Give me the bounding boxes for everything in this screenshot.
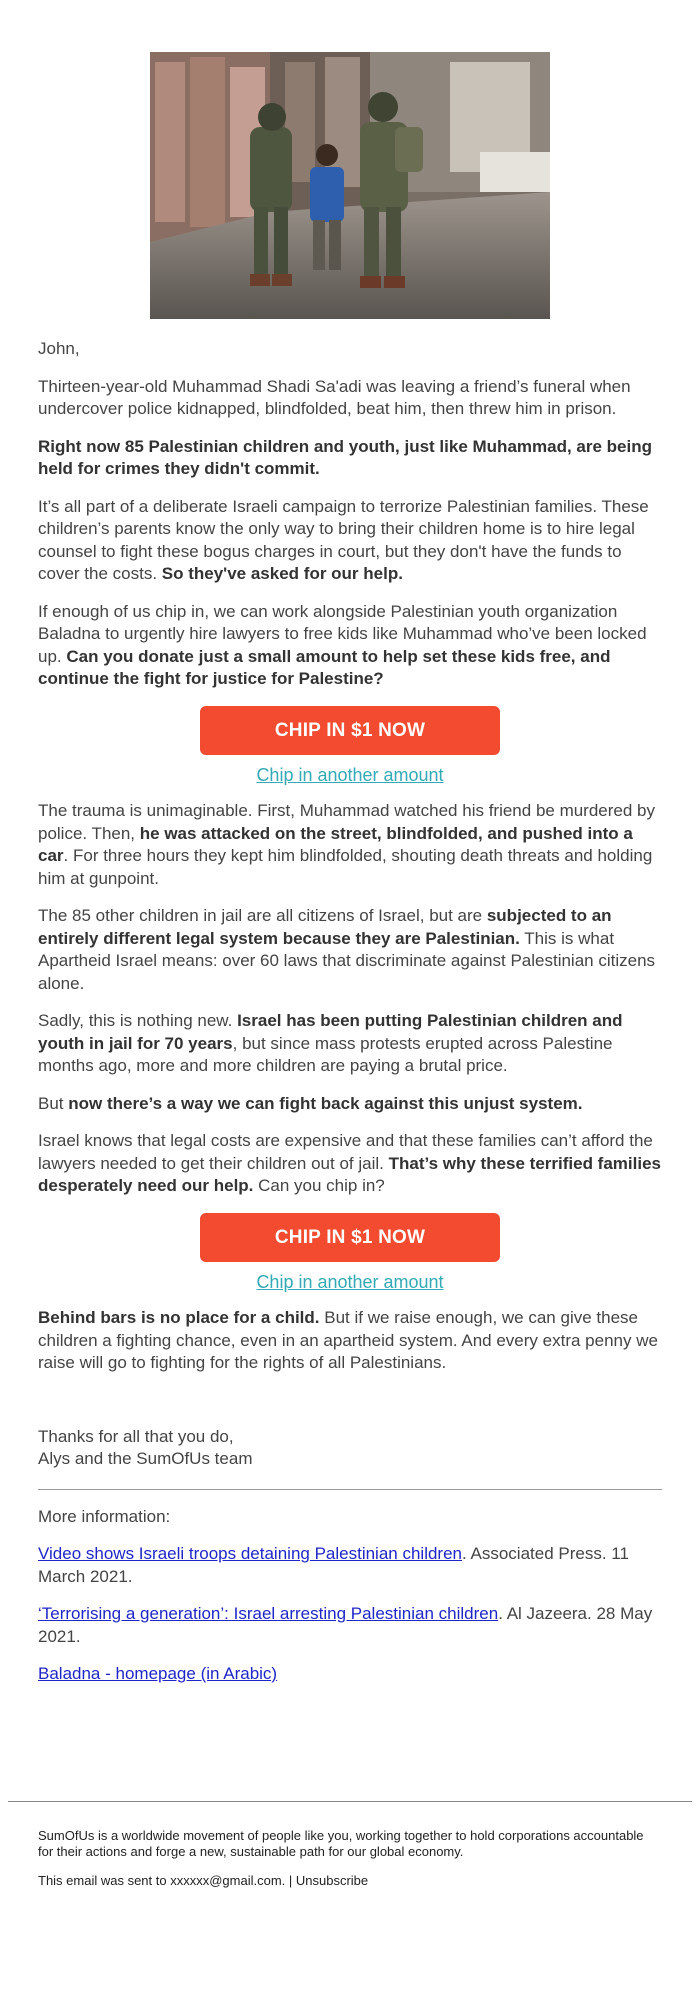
paragraph-fight-back: But now there’s a way we can fight back against this unjust system. — [38, 1093, 583, 1113]
footer-divider — [8, 1801, 692, 1802]
footer-about: SumOfUs is a worldwide movement of people like you, working together to hold corporations accountable for their actions and forge a new, sustainable path for our global economy. — [38, 1828, 644, 1859]
paragraph-campaign: It’s all part of a deliberate Israeli campaign to terrorize Palestinian families. These children’s parents know the only way to bring their children home is to hire legal counsel to fight these bogus charges in court, but they don't have the funds to cover the costs. So they've asked for our help. — [38, 496, 649, 583]
hero-photo-illustration — [150, 52, 550, 319]
paragraph-closing: Behind bars is no place for a child. But if we raise enough, we can give these children a fighting chance, even in an apartheid system. And every extra penny we raise will go to fighting for the rights of all Palestinians. — [38, 1308, 658, 1372]
reference-link[interactable]: Baladna - homepage (in Arabic) — [38, 1664, 278, 1683]
reference-item: Video shows Israeli troops detaining Palestinian children. Associated Press. 11 March 2021. — [38, 1544, 629, 1586]
cta-block-1 — [38, 706, 662, 787]
divider — [38, 1489, 662, 1490]
chip-in-another-amount-link[interactable]: Chip in another amount — [256, 1271, 444, 1292]
paragraph-children-held: Right now 85 Palestinian children and youth, just like Muhammad, are being held for crimes they didn't commit. — [38, 436, 652, 478]
chip-in-button[interactable]: CHIP IN $1 NOW — [200, 706, 500, 755]
signoff: Thanks for all that you do, Alys and the SumOfUs team — [38, 1426, 253, 1468]
reference-item — [38, 1663, 662, 1686]
footer-sent-to: This email was sent to xxxxxx@gmail.com. | Unsubscribe — [38, 1873, 369, 1888]
spacer — [38, 1390, 662, 1426]
reference-link[interactable]: Video shows Israeli troops detaining Palestinian children — [38, 1544, 462, 1563]
paragraph-legal-costs: Israel knows that legal costs are expensive and that these families can’t afford the lawyers needed to get their children out of jail. That’s why these terrified families desperately need our help. Can you chip in? — [38, 1131, 661, 1195]
unsubscribe-link[interactable]: Unsubscribe — [295, 1873, 369, 1888]
chip-in-button[interactable]: CHIP IN $1 NOW — [200, 1213, 500, 1262]
more-info-heading: More information: — [38, 1506, 171, 1526]
reference-item: ‘Terrorising a generation’: Israel arresting Palestinian children. Al Jazeera. 28 May 2021. — [38, 1604, 653, 1646]
hero-photo — [150, 52, 550, 319]
paragraph-ask: If enough of us chip in, we can work alongside Palestinian youth organization Baladna to urgently hire lawyers to free kids like Muhammad who’ve been locked up. Can you donate just a small amount to help set these kids free, and continue the fight for justice for Palestine? — [38, 601, 647, 688]
email-body — [38, 338, 662, 1701]
paragraph-trauma: The trauma is unimaginable. First, Muhammad watched his friend be murdered by police. Then, he was attacked on the street, blindfolded, and pushed into a car. For three hours they kept him blindfolded, shouting death threats and holding him at gunpoint. — [38, 801, 656, 888]
cta-block-2 — [38, 1213, 662, 1294]
paragraph-intro: Thirteen-year-old Muhammad Shadi Sa'adi was leaving a friend’s funeral when undercover police kidnapped, blindfolded, beat him, then threw him in prison. — [38, 376, 631, 418]
chip-in-another-amount-link[interactable]: Chip in another amount — [256, 764, 444, 785]
reference-link[interactable]: ‘Terrorising a generation’: Israel arresting Palestinian children — [38, 1604, 499, 1623]
footer — [38, 1828, 662, 1903]
greeting: John, — [38, 339, 80, 358]
paragraph-history: Sadly, this is nothing new. Israel has been putting Palestinian children and youth in jail for 70 years, but since mass protests erupted across Palestine months ago, more and more children are paying a brutal price. — [38, 1011, 623, 1075]
paragraph-legal-system: The 85 other children in jail are all citizens of Israel, but are subjected to an entirely different legal system because they are Palestinian. This is what Apartheid Israel means: over 60 laws that discriminate against Palestinian citizens alone. — [38, 906, 656, 993]
